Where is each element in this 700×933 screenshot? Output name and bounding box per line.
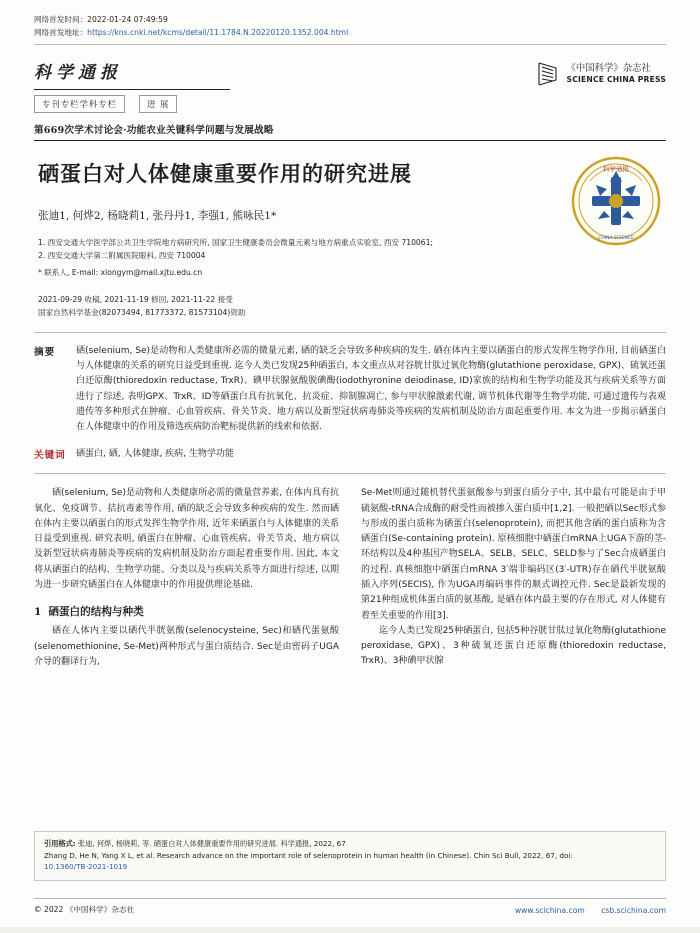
title-column [34,141,570,319]
online-publish-time-value: 2022-01-24 07:49:59 [87,15,168,24]
affiliation-1: 1. 西安交通大学医学部公共卫生学院地方病研究所, 国家卫生健康委员会微量元素与地方病重点实验室, 西安 710061; [38,238,433,247]
svg-text:科学通报: 科学通报 [603,165,629,173]
copyright-text: © 2022 《中国科学》杂志社 [34,905,135,914]
abstract-label: 摘要 [34,347,56,358]
abstract-block [34,344,666,435]
footer-divider [34,898,666,899]
article-body [34,486,666,670]
science-china-press-icon [536,61,560,87]
online-publish-time-row [34,14,666,27]
citation-cn-row [44,838,656,850]
section-number: 1 [34,606,42,619]
abstract-text: 硒(selenium, Se)是动物和人类健康所必需的微量元素, 硒的缺乏会导致多种疾病的发生. 硒在体内主要以硒蛋白的形式发挥生物学作用, 目前硒蛋白与人体健康的关系的研究日益受到重视. 迄今人类已发现25种硒蛋白, 本文重点从对谷胱甘肽过氧化物酶(glutathione peroxidase, GPX)、硫氧还蛋白还原酶(thioredoxin reductase, TrxR)、碘甲状腺氨酸脱碘酶(iodothyronine deiodinase, ID)家族的结构和生物学功能及其与疾病关系等方面进行了综述, 表明GPX、TrxR、ID等硒蛋白具有抗氧化、抗炎症、抑制腺凋亡, 参与甲状腺激素代谢, 调节机体代谢等生物学功能, 可通过遗传与表观遗传等多种形式在肿瘤、心血管疾病、骨关节炎、地方病以及新型冠状病毒肺炎等疾病的发病机制及防治方面起重要作用. 本文为进一步揭示硒蛋白在人体健康中的作用及筛选疾病防治靶标提供新的线索和依据. [76,346,666,433]
section-heading-1 [34,604,339,619]
tag-article-type: 进 展 [139,95,177,113]
footer-links [501,906,666,915]
paragraph-section1-first: 硒在人体内主要以硒代半胱氨酸(selenocysteine, Sec)和硒代蛋氨酸(selenomethionine, Se-Met)两种形式与蛋白质结合. Sec是由密码子UGA介导的翻译行为, [34,626,339,667]
conference-emblem-icon [570,155,662,247]
tag-column: 专刊专栏学科专栏 [34,95,125,113]
citation-cn: 张迪, 何烨, 杨晓莉, 等. 硒蛋白对人体健康重要作用的研究进展. 科学通报, 2022, 67 [77,839,346,849]
author-list: 张迪1, 何烨2, 杨晓莉1, 张丹丹1, 李强1, 熊咏民1* [38,210,277,222]
publisher-name-cn: 《中国科学》杂志社 [566,63,651,75]
footer-link-scichina[interactable]: www.scichina.com [514,906,585,915]
online-publish-time-label: 网络首发时间： [34,15,88,24]
body-column-right [361,486,666,670]
keywords-text: 硒蛋白, 硒, 人体健康, 疾病, 生物学功能 [76,449,234,460]
title-block [34,141,666,319]
history-dates [38,294,560,319]
online-publish-address-label: 网络首发地址： [34,27,88,37]
paragraph-intro: 硒(selenium, Se)是动物和人类健康所必需的微量营养素, 在体内具有抗氧化、免疫调节、拮抗毒素等作用, 硒的缺乏会导致多种疾病的发生. 然而硒在体内主要以硒蛋白的形式发挥生物学作用, 近年来硒蛋白与人体健康的关系日益受到重视. 研究表明, 硒蛋白在肿瘤、心血管疾病、骨关节炎、地方病以及新型冠状病毒肺炎等疾病的发病机制及防治方面起着重要作用. 因此, 本文将从硒蛋白的结构、生物学功能、分类以及与疾病关系等方面进行综述, 以期为进一步研究硒蛋白在人体健康中的作用提供理论基础. [34,488,339,590]
journal-title-rule [34,89,230,90]
online-publish-address-row [34,27,666,40]
keywords-bottom-divider [34,473,666,474]
online-publish-address-link[interactable]: https://kns.cnki.net/kcms/detail/11.1784.N.20220120.1352.004.html [87,27,349,37]
affiliation-2: 2. 西安交通大学第二附属医院眼科, 西安 710004 [38,251,206,260]
top-divider [34,44,666,45]
paragraph-right-2: 迄今人类已发现25种硒蛋白, 包括5种谷胱甘肽过氧化物酶(glutathione peroxidase, GPX)、3种硫氧还蛋白还原酶(thioredoxin reductase, TrxR)、3种碘甲状腺 [361,625,666,667]
publisher-name [567,63,666,84]
corresponding-author: * 联系人, E-mail: xiongym@mail.xjtu.edu.cn [38,268,203,277]
citation-doi-row [44,861,656,873]
publisher-logo-block [536,58,666,87]
section-tags [34,95,230,113]
paragraph-right-1: Se-Met则通过随机替代蛋氨酸参与到蛋白质分子中, 其中最右可能是由于甲硫氨酸-tRNA合成酶的耐受性而被掺入蛋白质中[1,2]. 一般把硒以Sec形式参与形成的蛋白质称为硒蛋白(selenoprotein), 而把其他含硒的蛋白质称为含硒蛋白(Se-containing protein). 原核细胞中硒蛋白mRNA上UGA下游的茎-环结构以及4种基因产物SELA、SELB、SELC、SELD参与了Sec合成硒蛋白的过程. 真核细胞中硒蛋白mRNA 3′端非编码区(3′-UTR)存在硒代半胱氨酸插入序列(SECIS), 作为UGA再编码事件的顺式调控元件. Sec是最新发现的第21种组成机体蛋白质的氨基酸, 是硒在体内最主要的存在形式, 对人体健有着至关重要的作用[3]. [361,488,666,621]
citation-box [34,831,666,881]
affiliations [38,236,560,279]
masthead [34,58,666,113]
section-title: 硒蛋白的结构与种类 [48,606,144,619]
citation-label: 引用格式: [44,839,76,849]
citation-en-row [44,850,656,862]
cnki-publication-meta [34,14,666,39]
keywords-label: 关键词 [34,450,66,462]
page-title: 硒蛋白对人体健康重要作用的研究进展 [38,161,412,186]
svg-text:CHINA SCIENCE: CHINA SCIENCE [598,236,634,241]
body-column-left [34,486,339,670]
masthead-left [34,58,230,113]
citation-en: Zhang D, He N, Yang X L, et al. Research advance on the important role of selenoprotein in human health (in Chinese). Chin Sci Bull, 2022, 67, doi: [44,850,573,860]
footer-link-csb[interactable]: csb.scichina.com [601,906,666,915]
abstract-top-divider [34,332,666,333]
funding-note: 国家自然科学基金(82073494, 81773372, 81573104)资助 [38,307,246,317]
citation-doi-link[interactable]: 10.1360/TB-2021-1019 [44,862,128,872]
keywords-block [34,447,666,462]
publisher-name-en: SCIENCE CHINA PRESS [566,75,666,85]
conference-series-line: 第669次学术讨论会·功能农业关键科学问题与发展战略 [34,125,274,136]
page-footer [34,904,666,915]
page-bottom-edge [0,927,700,933]
journal-title: 科学通报 [34,63,122,83]
received-revised-accepted: 2021-09-29 收稿, 2021-11-19 修回, 2021-11-22 接受 [38,295,233,304]
